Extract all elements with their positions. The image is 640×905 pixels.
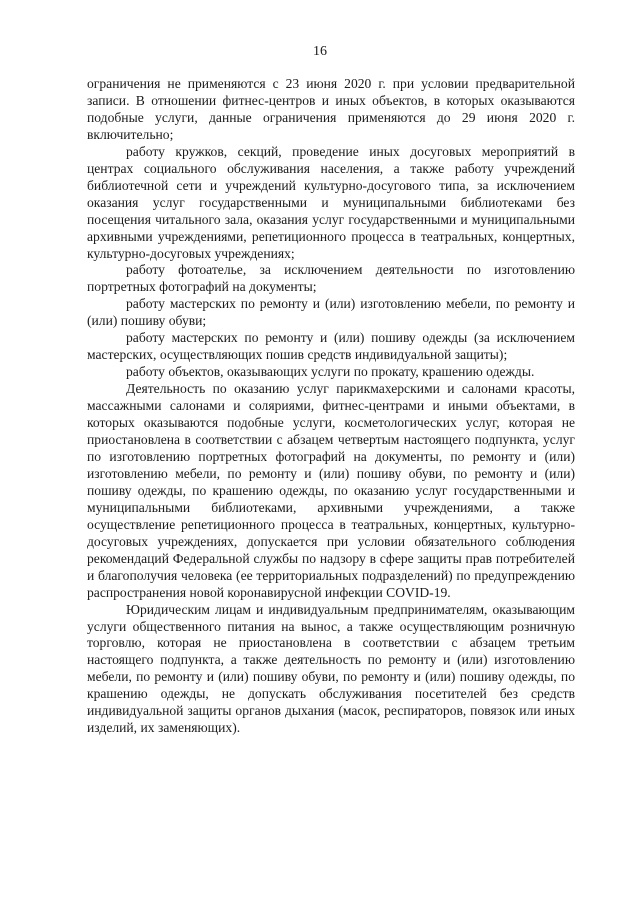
page-number: 16	[313, 44, 327, 59]
paragraph-tailoring-workshops: работу мастерских по ремонту и (или) пошиву одежды (за исключением мастерских, осуществляющих пошив средств индивидуальной защиты);	[87, 330, 575, 363]
paragraph-rental-dyeing: работу объектов, оказывающих услуги по прокату, крашению одежды.	[126, 364, 535, 380]
paragraph-photo-studios: работу фотоателье, за исключением деятельности по изготовлению портретных фотографий на документы;	[87, 262, 575, 295]
document-body	[87, 76, 575, 737]
paragraph-clubs-libraries: работу кружков, секций, проведение иных досуговых мероприятий в центрах социального обслуживания населения, а также работу учреждений библиотечной сети и учреждений культурно-досугового типа, за исключением оказания услуг государственными и муниципальными библиотеками без посещения читального зала, оказания услуг государственными и муниципальными архивными учреждениями, репетиционного процесса в театральных, концертных, культурно-досуговых учреждениях;	[87, 143, 575, 261]
paragraph-permitted-services: Деятельность по оказанию услуг парикмахерскими и салонами красоты, массажными салонами и соляриями, фитнес-центрами и иными объектами, в которых оказываются подобные услуги, косметологических услуг, которая не приостановлена в соответствии с абзацем четвертым настоящего подпункта, услуг по изготовлению портретных фотографий на документы, по ремонту и (или) изготовлению мебели, по ремонту и (или) пошиву обуви, по ремонту и (или) пошиву одежды, по крашению одежды, по оказанию услуг государственными и муниципальными библиотеками, архивными учреждениями, а также осуществление репетиционного процесса в театральных, концертных, культурно-досуговых учреждениях, допускается при условии обязательного соблюдения рекомендаций Федеральной службы по надзору в сфере защиты прав потребителей и благополучия человека (ее территориальных подразделений) по предупреждению распространения новой коронавирусной инфекции COVID-19.	[87, 381, 575, 600]
paragraph-restrictions-end: ограничения не применяются с 23 июня 2020 г. при условии предварительной записи. В отношении фитнес-центров и иных объектов, в которых оказываются подобные услуги, данные ограничения применяются до 29 июня 2020 г. включительно;	[87, 76, 575, 142]
paragraph-ppe-requirement: Юридическим лицам и индивидуальным предпринимателям, оказывающим услуги общественного питания на вынос, а также осуществляющим розничную торговлю, которая не приостановлена в соответствии с абзацем третьим настоящего подпункта, а также деятельность по ремонту и (или) изготовлению мебели, по ремонту и (или) пошиву обуви, по ремонту и (или) пошиву одежды, по крашению одежды, не допускать обслуживания посетителей без средств индивидуальной защиты органов дыхания (масок, респираторов, повязок или иных изделий, их заменяющих).	[87, 601, 575, 736]
paragraph-furniture-shoe-repair: работу мастерских по ремонту и (или) изготовлению мебели, по ремонту и (или) пошиву обуви;	[87, 296, 575, 329]
